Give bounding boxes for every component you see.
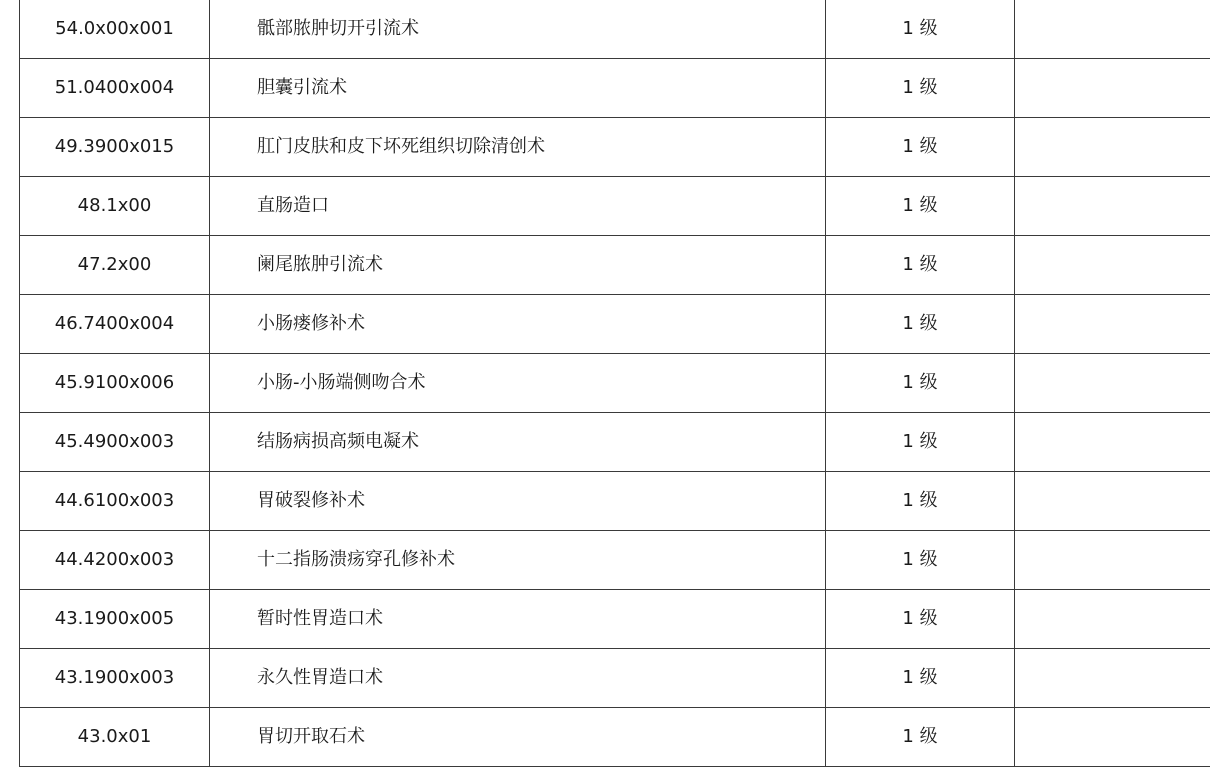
note-cell — [1015, 531, 1210, 590]
table-row — [20, 59, 1210, 118]
table-row — [20, 118, 1210, 177]
procedure-level-cell: 1 级 — [826, 649, 1015, 708]
note-cell — [1015, 0, 1210, 59]
procedure-level-cell: 1 级 — [826, 236, 1015, 295]
procedure-name-cell: 胆囊引流术 — [210, 59, 826, 118]
procedure-level-cell: 1 级 — [826, 295, 1015, 354]
procedure-name-cell: 直肠造口 — [210, 177, 826, 236]
note-cell — [1015, 590, 1210, 649]
note-cell — [1015, 413, 1210, 472]
table-row — [20, 472, 1210, 531]
procedure-name-cell: 肛门皮肤和皮下坏死组织切除清创术 — [210, 118, 826, 177]
note-cell — [1015, 59, 1210, 118]
table-row — [20, 236, 1210, 295]
procedure-name-cell: 骶部脓肿切开引流术 — [210, 0, 826, 59]
table-row — [20, 295, 1210, 354]
procedure-table-container — [19, 0, 1180, 767]
note-cell — [1015, 236, 1210, 295]
procedure-code-cell: 54.0x00x001 — [20, 0, 210, 59]
procedure-code-cell: 46.7400x004 — [20, 295, 210, 354]
procedure-name-cell: 小肠-小肠端侧吻合术 — [210, 354, 826, 413]
procedure-code-cell: 45.4900x003 — [20, 413, 210, 472]
procedure-name-cell: 暂时性胃造口术 — [210, 590, 826, 649]
procedure-name-cell: 小肠瘘修补术 — [210, 295, 826, 354]
procedure-level-cell: 1 级 — [826, 590, 1015, 649]
note-cell — [1015, 118, 1210, 177]
table-row — [20, 413, 1210, 472]
table-row — [20, 177, 1210, 236]
procedure-code-cell: 51.0400x004 — [20, 59, 210, 118]
procedure-code-cell: 45.9100x006 — [20, 354, 210, 413]
procedure-name-cell: 胃切开取石术 — [210, 708, 826, 767]
procedure-code-cell: 43.1900x003 — [20, 649, 210, 708]
table-row — [20, 590, 1210, 649]
procedure-level-cell: 1 级 — [826, 472, 1015, 531]
procedure-code-cell: 49.3900x015 — [20, 118, 210, 177]
procedure-level-cell: 1 级 — [826, 177, 1015, 236]
note-cell — [1015, 177, 1210, 236]
note-cell — [1015, 708, 1210, 767]
table-row — [20, 649, 1210, 708]
note-cell — [1015, 472, 1210, 531]
procedure-level-cell: 1 级 — [826, 59, 1015, 118]
procedure-name-cell: 十二指肠溃疡穿孔修补术 — [210, 531, 826, 590]
table-row — [20, 531, 1210, 590]
note-cell — [1015, 649, 1210, 708]
procedure-code-cell: 47.2x00 — [20, 236, 210, 295]
note-cell — [1015, 354, 1210, 413]
procedure-code-cell: 48.1x00 — [20, 177, 210, 236]
procedure-level-cell: 1 级 — [826, 708, 1015, 767]
procedure-level-cell: 1 级 — [826, 0, 1015, 59]
procedure-level-cell: 1 级 — [826, 354, 1015, 413]
procedure-name-cell: 胃破裂修补术 — [210, 472, 826, 531]
procedure-code-cell: 44.4200x003 — [20, 531, 210, 590]
procedure-name-cell: 阑尾脓肿引流术 — [210, 236, 826, 295]
procedure-table-body — [20, 0, 1210, 767]
procedure-level-cell: 1 级 — [826, 531, 1015, 590]
procedure-code-cell: 43.1900x005 — [20, 590, 210, 649]
procedure-code-cell: 43.0x01 — [20, 708, 210, 767]
procedure-name-cell: 永久性胃造口术 — [210, 649, 826, 708]
procedure-level-cell: 1 级 — [826, 118, 1015, 177]
procedure-level-cell: 1 级 — [826, 413, 1015, 472]
table-row — [20, 354, 1210, 413]
note-cell — [1015, 295, 1210, 354]
procedure-name-cell: 结肠病损高频电凝术 — [210, 413, 826, 472]
table-row — [20, 0, 1210, 59]
procedure-code-cell: 44.6100x003 — [20, 472, 210, 531]
table-row — [20, 708, 1210, 767]
procedure-table — [19, 0, 1210, 767]
